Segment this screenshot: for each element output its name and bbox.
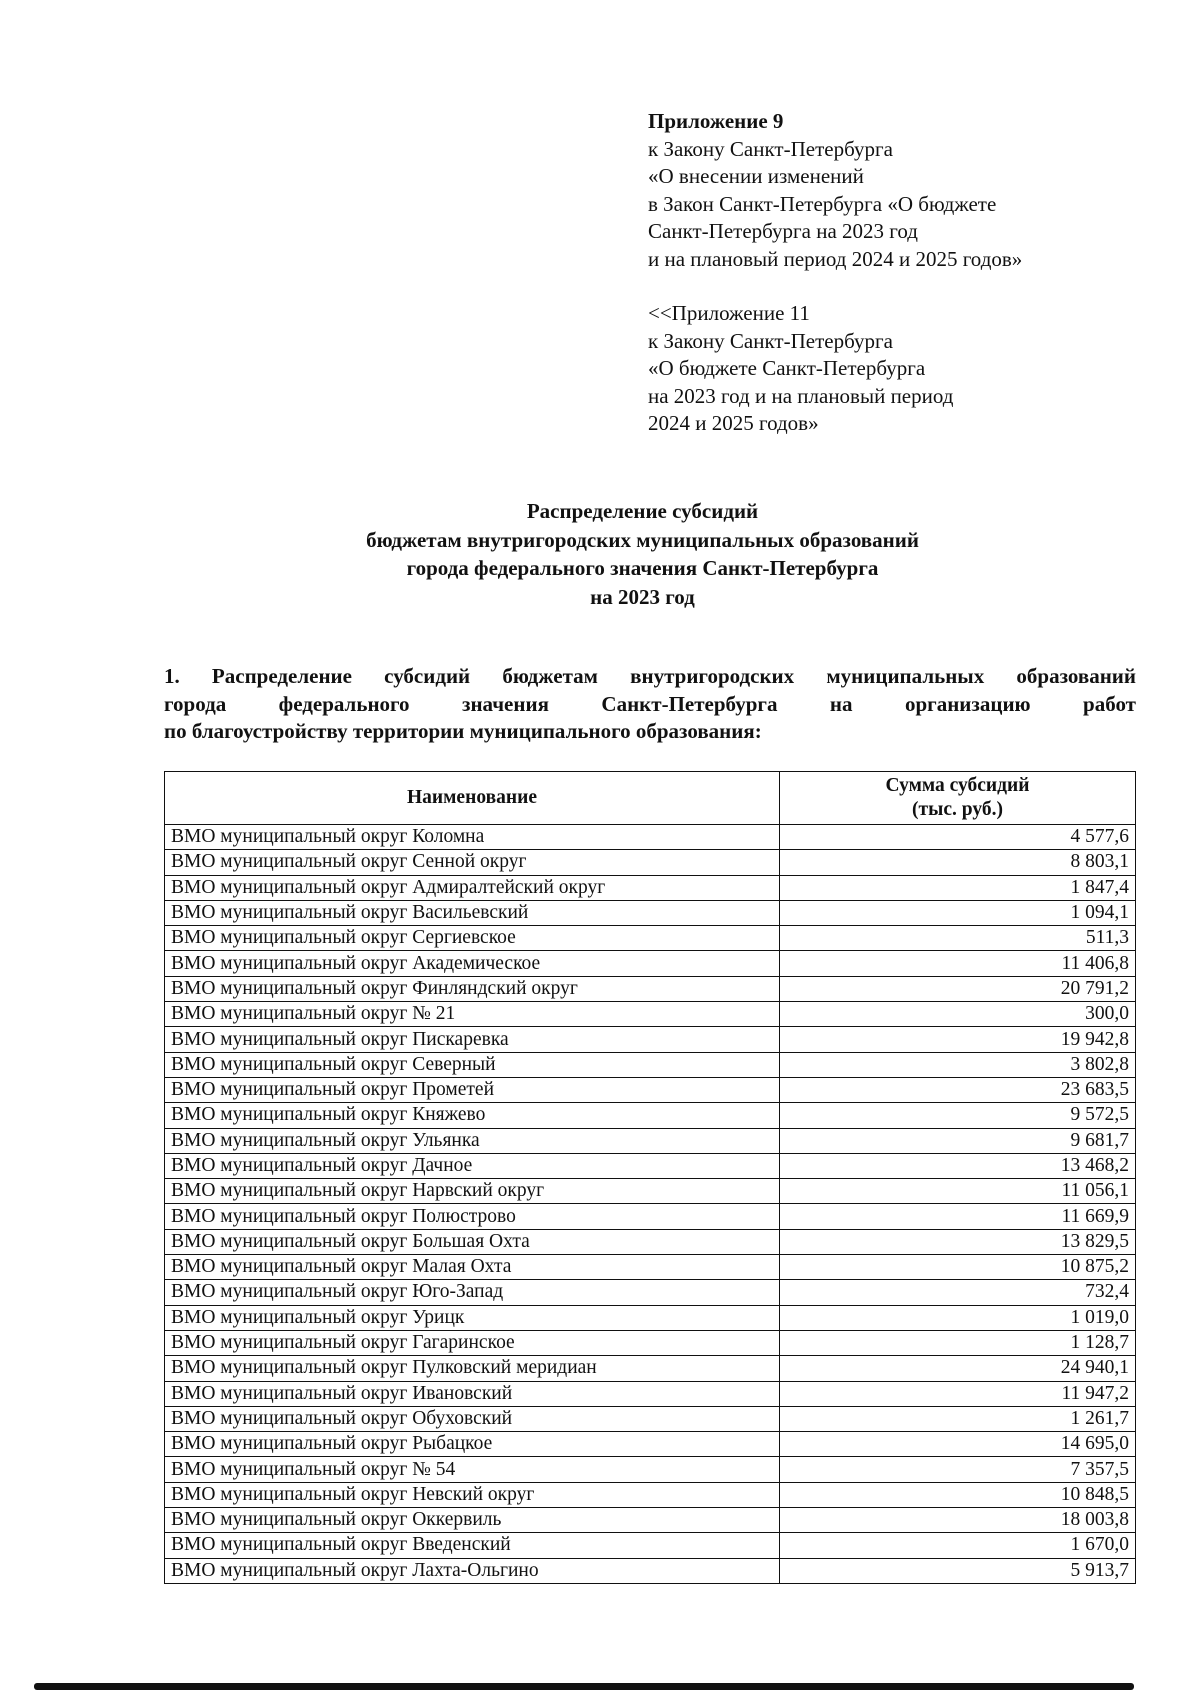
subsidy-amount: 20 791,2	[780, 976, 1136, 1001]
table-row	[165, 1052, 1136, 1077]
document-title-line: на 2023 год	[590, 584, 695, 609]
subsidy-amount: 9 681,7	[780, 1128, 1136, 1153]
municipality-name: ВМО муниципальный округ Невский округ	[165, 1482, 780, 1507]
table-row	[165, 926, 1136, 951]
table-row	[165, 1330, 1136, 1355]
municipality-name: ВМО муниципальный округ Полюстрово	[165, 1204, 780, 1229]
table-row	[165, 1027, 1136, 1052]
annex-line: в Закон Санкт-Петербурга «О бюджете	[648, 191, 997, 216]
section-heading-line: 1. Распределение субсидий бюджетам внутригородских муниципальных образований	[164, 664, 1136, 688]
municipality-name: ВМО муниципальный округ Рыбацкое	[165, 1432, 780, 1457]
original-annex-line: «О бюджете Санкт-Петербурга	[648, 356, 926, 380]
municipality-name: ВМО муниципальный округ Лахта-Ольгино	[165, 1558, 780, 1583]
subsidy-amount: 7 357,5	[780, 1457, 1136, 1482]
subsidy-amount: 23 683,5	[780, 1077, 1136, 1102]
subsidy-amount: 1 847,4	[780, 875, 1136, 900]
subsidy-amount: 24 940,1	[780, 1356, 1136, 1381]
municipality-name: ВМО муниципальный округ Академическое	[165, 951, 780, 976]
municipality-name: ВМО муниципальный округ Пискаревка	[165, 1027, 780, 1052]
subsidy-amount: 3 802,8	[780, 1052, 1136, 1077]
table-row	[165, 1179, 1136, 1204]
table-row	[165, 1280, 1136, 1305]
subsidy-amount: 1 261,7	[780, 1406, 1136, 1431]
original-annex-line: <<Приложение 11	[648, 301, 810, 325]
municipality-name: ВМО муниципальный округ Малая Охта	[165, 1255, 780, 1280]
municipality-name: ВМО муниципальный округ Гагаринское	[165, 1330, 780, 1355]
municipality-name: ВМО муниципальный округ Дачное	[165, 1153, 780, 1178]
municipality-name: ВМО муниципальный округ Прометей	[165, 1077, 780, 1102]
municipality-name: ВМО муниципальный округ Ивановский	[165, 1381, 780, 1406]
original-annex-line: 2024 и 2025 годов»	[648, 411, 819, 435]
subsidy-amount: 732,4	[780, 1280, 1136, 1305]
municipality-name: ВМО муниципальный округ № 21	[165, 1002, 780, 1027]
table-row	[165, 1508, 1136, 1533]
municipality-name: ВМО муниципальный округ Обуховский	[165, 1406, 780, 1431]
municipality-name: ВМО муниципальный округ Юго-Запад	[165, 1280, 780, 1305]
table-row	[165, 1153, 1136, 1178]
municipality-name: ВМО муниципальный округ Сенной округ	[165, 850, 780, 875]
scan-edge-bar	[34, 1683, 1134, 1690]
annex-line: к Закону Санкт-Петербурга	[648, 136, 893, 161]
table-row	[165, 1255, 1136, 1280]
table-row	[165, 850, 1136, 875]
municipality-name: ВМО муниципальный округ Княжево	[165, 1103, 780, 1128]
municipality-name: ВМО муниципальный округ Пулковский меридиан	[165, 1356, 780, 1381]
municipality-name: ВМО муниципальный округ Нарвский округ	[165, 1179, 780, 1204]
table-row	[165, 1305, 1136, 1330]
original-annex-line: на 2023 год и на плановый период	[648, 383, 954, 408]
municipality-name: ВМО муниципальный округ № 54	[165, 1457, 780, 1482]
table-row	[165, 1204, 1136, 1229]
table-row	[165, 900, 1136, 925]
municipality-name: ВМО муниципальный округ Коломна	[165, 825, 780, 850]
table-row	[165, 1533, 1136, 1558]
annex-title: Приложение 9	[648, 109, 784, 133]
annex-line: Санкт-Петербурга на 2023 год	[648, 219, 918, 243]
document-title-line: Распределение субсидий	[526, 499, 759, 523]
municipality-name: ВМО муниципальный округ Адмиралтейский округ	[165, 875, 780, 900]
table-row	[165, 1432, 1136, 1457]
table-row	[165, 1356, 1136, 1381]
subsidy-amount: 511,3	[780, 926, 1136, 951]
municipality-name: ВМО муниципальный округ Финляндский округ	[165, 976, 780, 1001]
subsidy-amount: 10 875,2	[780, 1255, 1136, 1280]
table-row	[165, 1077, 1136, 1102]
subsidy-amount: 8 803,1	[780, 850, 1136, 875]
section-heading-line: по благоустройству территории муниципального образования:	[164, 719, 762, 743]
municipality-name: ВМО муниципальный округ Васильевский	[165, 900, 780, 925]
subsidy-amount: 18 003,8	[780, 1508, 1136, 1533]
subsidy-amount: 10 848,5	[780, 1482, 1136, 1507]
table-row	[165, 1128, 1136, 1153]
table-header-row	[165, 772, 1136, 825]
table-row	[165, 1558, 1136, 1583]
municipality-name: ВМО муниципальный округ Ульянка	[165, 1128, 780, 1153]
municipality-name: ВМО муниципальный округ Введенский	[165, 1533, 780, 1558]
table-row	[165, 1381, 1136, 1406]
section-heading	[164, 663, 1136, 746]
subsidy-amount: 5 913,7	[780, 1558, 1136, 1583]
subsidy-amount: 13 468,2	[780, 1153, 1136, 1178]
spacer	[648, 273, 1022, 300]
table-row	[165, 1457, 1136, 1482]
subsidy-amount: 1 128,7	[780, 1330, 1136, 1355]
subsidy-table	[164, 771, 1136, 1584]
subsidy-amount: 1 670,0	[780, 1533, 1136, 1558]
municipality-name: ВМО муниципальный округ Оккервиль	[165, 1508, 780, 1533]
municipality-name: ВМО муниципальный округ Урицк	[165, 1305, 780, 1330]
table-row	[165, 1482, 1136, 1507]
table-row	[165, 976, 1136, 1001]
subsidy-amount: 1 094,1	[780, 900, 1136, 925]
annex-line: и на плановый период 2024 и 2025 годов»	[648, 246, 1023, 271]
subsidy-amount: 4 577,6	[780, 825, 1136, 850]
subsidy-amount: 11 947,2	[780, 1381, 1136, 1406]
document-title-line: бюджетам внутригородских муниципальных образований	[366, 527, 919, 552]
municipality-name: ВМО муниципальный округ Большая Охта	[165, 1229, 780, 1254]
subsidy-amount: 9 572,5	[780, 1103, 1136, 1128]
original-annex-line: к Закону Санкт-Петербурга	[648, 328, 893, 353]
table-row	[165, 1103, 1136, 1128]
column-header-amount-line: (тыс. руб.)	[912, 799, 1003, 820]
municipality-name: ВМО муниципальный округ Сергиевское	[165, 926, 780, 951]
subsidy-amount: 14 695,0	[780, 1432, 1136, 1457]
subsidy-amount: 19 942,8	[780, 1027, 1136, 1052]
column-header-amount-line: Сумма субсидий	[885, 775, 1030, 796]
annex-header	[648, 108, 1022, 438]
subsidy-amount: 300,0	[780, 1002, 1136, 1027]
section-heading-line: города федерального значения Санкт-Петербурга на организацию работ	[164, 691, 1136, 716]
table-row	[165, 1229, 1136, 1254]
subsidy-amount: 1 019,0	[780, 1305, 1136, 1330]
subsidy-amount: 11 406,8	[780, 951, 1136, 976]
subsidy-amount: 11 669,9	[780, 1204, 1136, 1229]
table-row	[165, 1002, 1136, 1027]
document-title-line: города федерального значения Санкт-Петербурга	[406, 556, 879, 580]
table-row	[165, 951, 1136, 976]
municipality-name: ВМО муниципальный округ Северный	[165, 1052, 780, 1077]
annex-line: «О внесении изменений	[648, 164, 864, 188]
document-title	[0, 497, 1200, 611]
table-row	[165, 1406, 1136, 1431]
subsidy-amount: 13 829,5	[780, 1229, 1136, 1254]
column-header-name: Наименование	[165, 772, 780, 825]
table-row	[165, 825, 1136, 850]
subsidy-amount: 11 056,1	[780, 1179, 1136, 1204]
table-row	[165, 875, 1136, 900]
column-header-amount	[780, 772, 1136, 825]
